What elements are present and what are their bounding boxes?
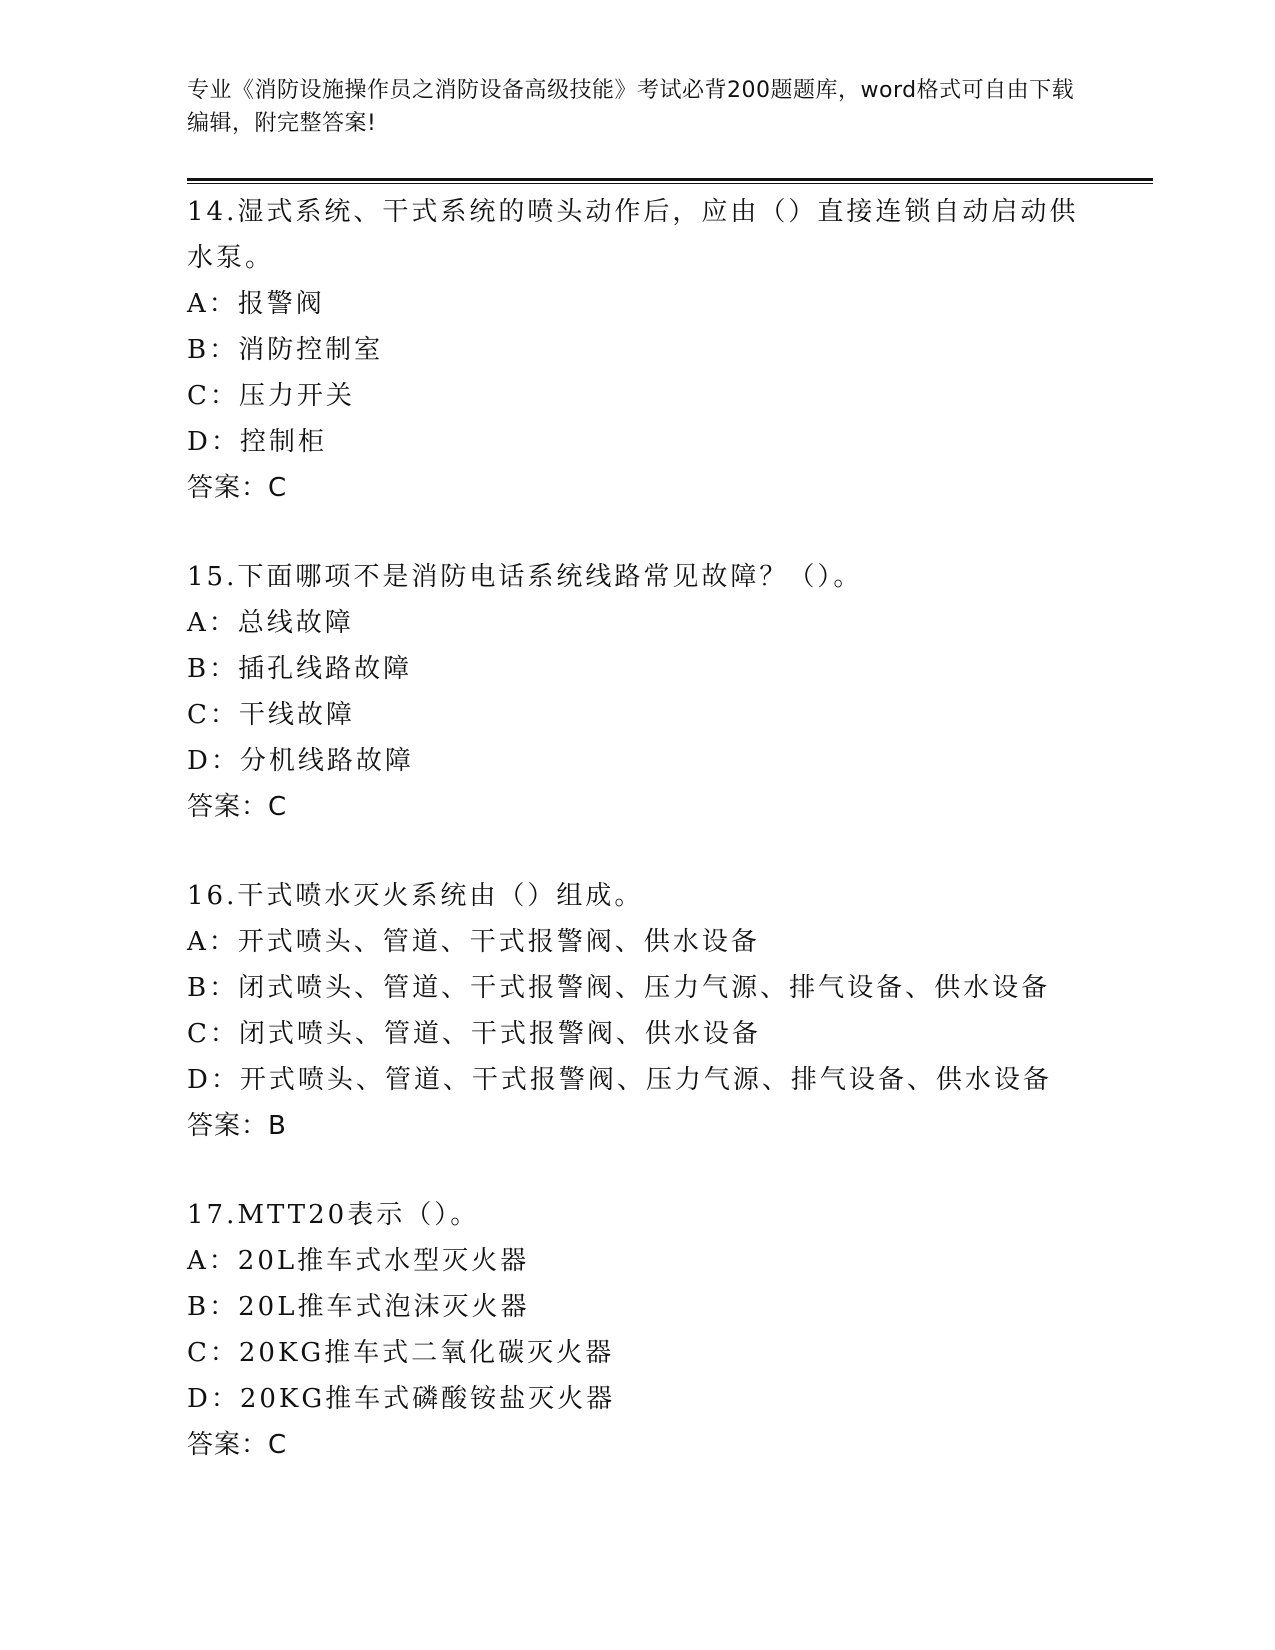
option-b: B：闭式喷头、管道、干式报警阀、压力气源、排气设备、供水设备 — [187, 973, 1051, 1003]
option-a: A：报警阀 — [187, 289, 325, 319]
option-c: C：压力开关 — [187, 381, 355, 411]
option-c: C：干线故障 — [187, 700, 355, 730]
question-list — [187, 189, 1087, 1468]
header-divider — [187, 178, 1153, 184]
question-spacer — [187, 830, 1087, 873]
option-a: A：总线故障 — [187, 608, 354, 638]
question-stem: 16.干式喷水灭火系统由（）组成。 — [187, 881, 644, 911]
question-15 — [187, 554, 1087, 830]
option-c: C：20KG推车式二氧化碳灭火器 — [187, 1338, 615, 1368]
answer-line: 答案：C — [187, 1430, 288, 1460]
option-a: A：20L推车式水型灭火器 — [187, 1246, 530, 1276]
option-d: D：开式喷头、管道、干式报警阀、压力气源、排气设备、供水设备 — [187, 1065, 1052, 1095]
question-14 — [187, 189, 1087, 511]
answer-line: 答案：B — [187, 1111, 287, 1141]
question-16 — [187, 873, 1087, 1149]
option-b: B：20L推车式泡沫灭火器 — [187, 1292, 530, 1322]
question-spacer — [187, 511, 1087, 554]
question-stem: 14.湿式系统、干式系统的喷头动作后，应由（）直接连锁自动启动供水泵。 — [187, 197, 1079, 273]
option-a: A：开式喷头、管道、干式报警阀、供水设备 — [187, 927, 760, 957]
answer-line: 答案：C — [187, 792, 288, 822]
question-spacer — [187, 1149, 1087, 1192]
question-stem: 15.下面哪项不是消防电话系统线路常见故障？（）。 — [187, 562, 863, 592]
option-c: C：闭式喷头、管道、干式报警阀、供水设备 — [187, 1019, 761, 1049]
option-d: D：20KG推车式磷酸铵盐灭火器 — [187, 1384, 616, 1414]
answer-line: 答案：C — [187, 473, 288, 503]
question-17 — [187, 1192, 1087, 1468]
question-stem: 17.MTT20表示（）。 — [187, 1200, 480, 1230]
option-d: D：控制柜 — [187, 427, 327, 457]
document-header: 专业《消防设施操作员之消防设备高级技能》考试必背200题题库，word格式可自由下载编辑，附完整答案! — [187, 78, 1075, 136]
option-b: B：消防控制室 — [187, 335, 384, 365]
option-d: D：分机线路故障 — [187, 746, 414, 776]
option-b: B：插孔线路故障 — [187, 654, 413, 684]
